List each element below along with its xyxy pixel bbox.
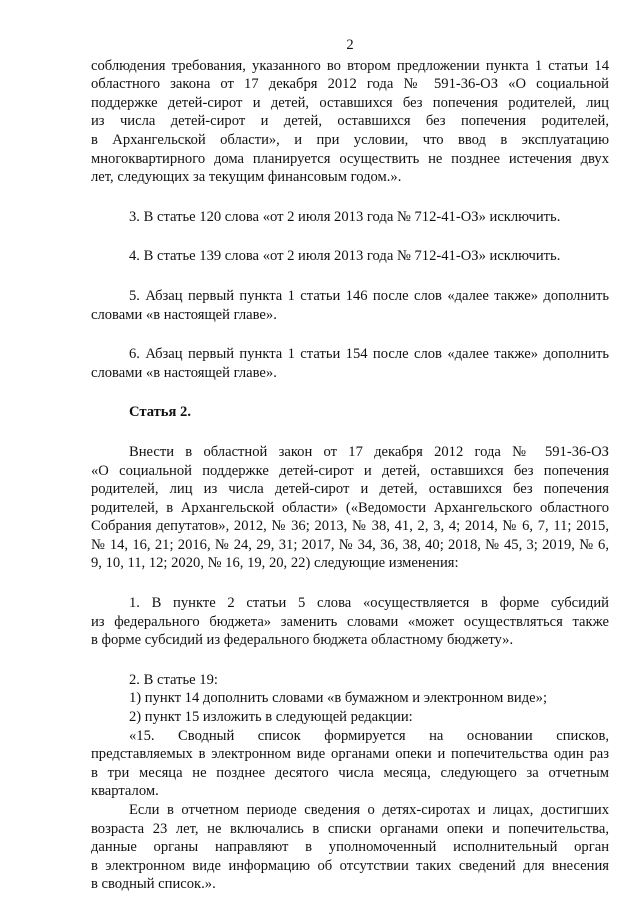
text-line: представляемых в электронном виде органами опеки и попечительства один раз [91,746,609,763]
text-line: 2) пункт 15 изложить в следующей редакции: [129,709,413,726]
continuation-paragraph [91,57,609,187]
document-page [91,36,609,894]
quote-paragraph-2 [91,801,609,894]
article2-item-1 [91,594,609,650]
text-line: в электронном виде информацию об отсутствии таких сведений для внесения [91,857,609,874]
text-line: 1. В пункте 2 статьи 5 слова «осуществляется в форме субсидий [129,595,609,612]
text-line: 3. В статье 120 слова «от 2 июля 2013 года № 712-41-ОЗ» исключить. [129,208,561,225]
text-line: многоквартирного дома планируется осуществить не позднее истечения двух [91,150,609,167]
text-line: в сводный список.». [91,876,216,893]
text-line: в три месяца не позднее десятого числа месяца, следующего за отчетным [91,764,609,781]
article1-item-5 [91,287,609,324]
text-line: 5. Абзац первый пункта 1 статьи 146 после слов «далее также» дополнить [129,287,609,304]
text-line: кварталом. [91,783,159,800]
text-line: данные органы направляют в уполномоченный исполнительный орган [91,839,609,856]
article2-item-2 [91,671,609,727]
text-line: родителей, лиц из числа детей-сирот и детей, оставшихся без попечения [91,481,609,498]
article1-item-6 [91,345,609,382]
text-line: возраста 23 лет, не включались в списки органами опеки и попечительства, [91,820,609,837]
text-line: лет, следующих за текущим финансовым годом.». [91,169,402,186]
text-line: словами «в настоящей главе». [91,364,277,381]
text-line: 4. В статье 139 слова «от 2 июля 2013 года № 712-41-ОЗ» исключить. [129,248,561,265]
text-line: № 14, 16, 21; 2016, № 24, 29, 31; 2017, № 34, 36, 38, 40; 2018, № 45, 3; 2019, № 6, [91,536,609,553]
text-line: в Архангельской области», и при условии, что ввод в эксплуатацию [91,131,609,148]
text-line: 6. Абзац первый пункта 1 статьи 154 после слов «далее также» дополнить [129,346,609,363]
text-line: Собрания депутатов», 2012, № 36; 2013, № 38, 41, 2, 3, 4; 2014, № 6, 7, 11; 2015, [91,518,609,535]
text-line: поддержке детей-сирот и детей, оставшихся без попечения родителей, лиц [91,94,609,111]
text-line: соблюдения требования, указанного во втором предложении пункта 1 статьи 14 [91,57,609,74]
article1-item-4 [91,247,609,266]
text-line: 1) пункт 14 дополнить словами «в бумажном и электронном виде»; [129,690,547,707]
text-line: из числа детей-сирот и детей, оставшихся без попечения родителей, [91,113,609,130]
text-line: областного закона от 17 декабря 2012 года № 591-36-ОЗ «О социальной [91,76,609,93]
text-line: «15. Сводный список формируется на основании списков, [129,727,609,744]
article1-item-3 [91,208,609,227]
article2-heading [91,403,609,422]
text-line: Если в отчетном периоде сведения о детях-сиротах и лицах, достигших [129,802,609,818]
text-line: Внести в областной закон от 17 декабря 2012 года № 591-36-ОЗ [129,443,609,460]
heading-text: Статья 2. [129,404,191,421]
text-line: «О социальной поддержке детей-сирот и детей, оставшихся без попечения [91,462,609,479]
text-line: из федерального бюджета» заменить словами «может осуществляться также [91,613,609,630]
page-number: 2 [346,37,354,53]
text-line: родителей, в Архангельской области» («Ведомости Архангельского областного [91,499,609,516]
text-line: 2. В статье 19: [129,671,218,688]
text-line: 9, 10, 11, 12; 2020, № 16, 19, 20, 22) следующие изменения: [91,555,459,572]
text-line: словами «в настоящей главе». [91,306,277,323]
article2-intro [91,443,609,573]
text-line: в форме субсидий из федерального бюджета областному бюджету». [91,632,514,649]
quote-paragraph-1 [91,727,609,801]
